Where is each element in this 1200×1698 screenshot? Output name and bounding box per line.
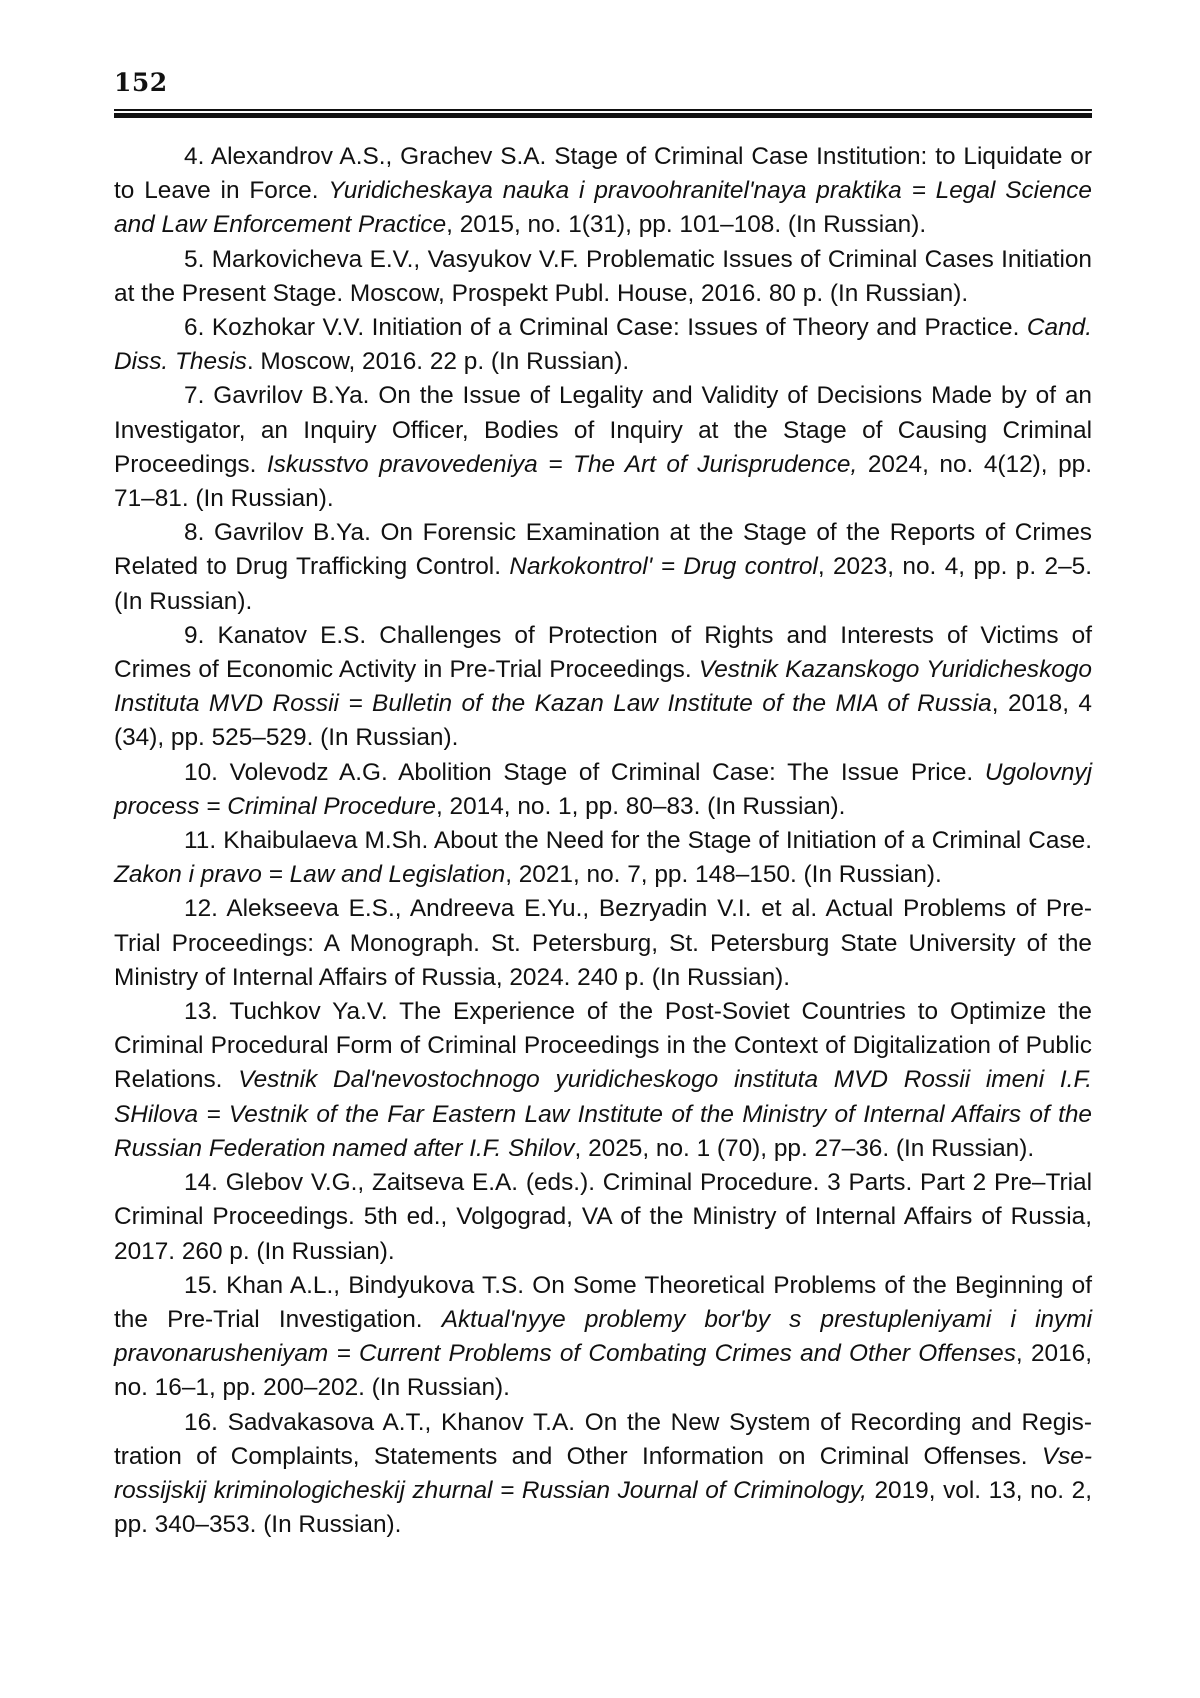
reference-details: , 2014, no. 1, pp. 80–83. (In Russian).: [435, 792, 846, 820]
reference-item: [114, 311, 1092, 379]
reference-text: Tuchkov Ya.V. The Experience of the Post-Soviet Countries to Optimize the Criminal Procedural Form of Criminal Proceedings in the Context of Digitalization of Public Relations.: [114, 998, 1092, 1094]
reference-details: , 2021, no. 7, pp. 148–150. (In Russian).: [505, 861, 942, 889]
reference-number: 6.: [184, 314, 205, 342]
reference-text: Sadvakasova A.T., Khanov T.A. On the New System of Recording and Registration of Complaints, Statements and Other Information on Criminal Offenses.: [114, 1408, 1092, 1470]
reference-number: 13.: [184, 998, 218, 1026]
reference-details: , 2018, 4 (34), pp. 525–529. (In Russian).: [114, 690, 1092, 752]
reference-details: , 2025, no. 1 (70), pp. 27–36. (In Russian).: [574, 1134, 1035, 1162]
reference-source-italic: Iskusstvo pravovedeniya = The Art of Jurisprudence,: [266, 450, 858, 478]
reference-text: Khan A.L., Bindyukova T.S. On Some Theoretical Problems of the Beginning of the Pre-Trial Investigation.: [114, 1271, 1092, 1333]
reference-item: [114, 379, 1092, 516]
reference-item: [114, 824, 1092, 892]
reference-source-italic: Ugolovnyj process = Criminal Procedure: [114, 758, 1092, 820]
reference-item: [114, 1406, 1092, 1543]
reference-list: [114, 140, 1092, 1542]
reference-number: 10.: [184, 758, 218, 786]
page-number: 152: [114, 68, 168, 97]
reference-item: [114, 516, 1092, 619]
reference-details: , 2015, no. 1(31), pp. 101–108. (In Russian).: [446, 211, 927, 239]
reference-source-italic: Cand. Diss. Thesis: [114, 314, 1093, 376]
reference-source-italic: Aktual'nyye problemy bor'by s prestupleniyami i inymi pravonarusheniyam = Current Problems of Combating Crimes and Other Offenses: [114, 1305, 1092, 1368]
reference-text: Glebov V.G., Zaitseva E.A. (eds.). Criminal Procedure. 3 Parts. Part 2 Pre–Trial Criminal Proceedings. 5th ed., Volgograd, VA of the Ministry of Internal Affairs of Russia, 2017. 260 p. (In Russian).: [114, 1169, 1092, 1265]
reference-text: Khaibulaeva M.Sh. About the Need for the Stage of Initiation of a Criminal Case.: [223, 827, 1092, 855]
reference-number: 9.: [184, 621, 205, 649]
reference-item: [114, 892, 1092, 995]
reference-details: 2024, no. 4(12), pp. 71–81. (In Russian).: [114, 450, 1092, 513]
reference-text: Gavrilov B.Ya. On Forensic Examination at the Stage of the Reports of Crimes Related to Drug Trafficking Control.: [114, 519, 1092, 581]
reference-source-italic: Zakon i pravo = Law and Legislation: [114, 861, 506, 889]
reference-number: 7.: [184, 382, 205, 410]
reference-number: 5.: [184, 245, 205, 273]
reference-text: Gavrilov B.Ya. On the Issue of Legality and Validity of Decisions Made by of an Investigator, an Inquiry Officer, Bodies of Inquiry at the Stage of Causing Criminal Proceedings.: [114, 382, 1092, 478]
reference-source-italic: Vestnik Dal'nevostochnogo yuridicheskogo instituta MVD Rossii imeni I.F. SHilova = Vestnik of the Far Eastern Law Institute of the Ministry of Internal Affairs of the Russian Federation named after I.F. Shilov: [114, 1066, 1092, 1162]
header-rule-thin: [114, 109, 1092, 111]
reference-text: Alexandrov A.S., Grachev S.A. Stage of Criminal Case Institution: to Liquidate or to Leave in Force.: [114, 143, 1092, 205]
reference-number: 12.: [184, 895, 218, 923]
reference-number: 4.: [184, 143, 205, 170]
reference-number: 14.: [184, 1169, 218, 1197]
reference-item: [114, 243, 1092, 311]
reference-text: Markovicheva E.V., Vasyukov V.F. Problematic Issues of Criminal Cases Initiation at the Present Stage. Moscow, Prospekt Publ. House, 2016. 80 p. (In Russian).: [114, 245, 1092, 307]
reference-source-italic: Narkokontrol' = Drug control: [509, 553, 818, 581]
reference-item: [114, 1269, 1092, 1406]
reference-details: , 2016, no. 16–1, pp. 200–202. (In Russian).: [114, 1340, 1092, 1402]
reference-item: [114, 756, 1092, 824]
reference-number: 11.: [184, 827, 217, 855]
reference-source-italic: Yuridicheskaya nauka i pravoohranitel'naya praktika = Legal Science and Law Enforcement Practice: [114, 177, 1092, 239]
reference-text: Volevodz A.G. Abolition Stage of Criminal Case: The Issue Price.: [229, 758, 985, 786]
reference-item: [114, 1166, 1092, 1269]
reference-text: Alekseeva E.S., Andreeva E.Yu., Bezryadin V.I. et al. Actual Problems of Pre-Trial Proceedings: A Monograph. St. Petersburg, St. Petersburg State University of the Ministry of Internal Affairs of Russia, 2024. 240 p. (In Russian).: [114, 895, 1093, 991]
reference-number: 8.: [184, 519, 205, 547]
header-rule-thick: [114, 113, 1092, 118]
reference-number: 15.: [184, 1271, 218, 1299]
reference-item: [114, 619, 1092, 756]
reference-text: Kanatov E.S. Challenges of Protection of Rights and Interests of Victims of Crimes of Economic Activity in Pre-Trial Proceedings.: [114, 621, 1093, 684]
reference-source-italic: Vestnik Kazanskogo Yuridicheskogo Instituta MVD Rossii = Bulletin of the Kazan Law Institute of the MIA of Russia: [114, 656, 1092, 718]
reference-item: [114, 140, 1092, 243]
reference-details: . Moscow, 2016. 22 p. (In Russian).: [246, 348, 630, 376]
reference-text: Kozhokar V.V. Initiation of a Criminal Case: Issues of Theory and Practice.: [211, 314, 1027, 342]
reference-details: , 2023, no. 4, pp. p. 2–5. (In Russian).: [114, 553, 1092, 615]
reference-source-italic: Vserossijskij kriminologicheskij zhurnal = Russian Journal of Criminology,: [114, 1442, 1092, 1504]
reference-details: 2019, vol. 13, no. 2, pp. 340–353. (In Russian).: [114, 1476, 1092, 1539]
reference-number: 16.: [184, 1408, 218, 1436]
reference-item: [114, 995, 1092, 1166]
